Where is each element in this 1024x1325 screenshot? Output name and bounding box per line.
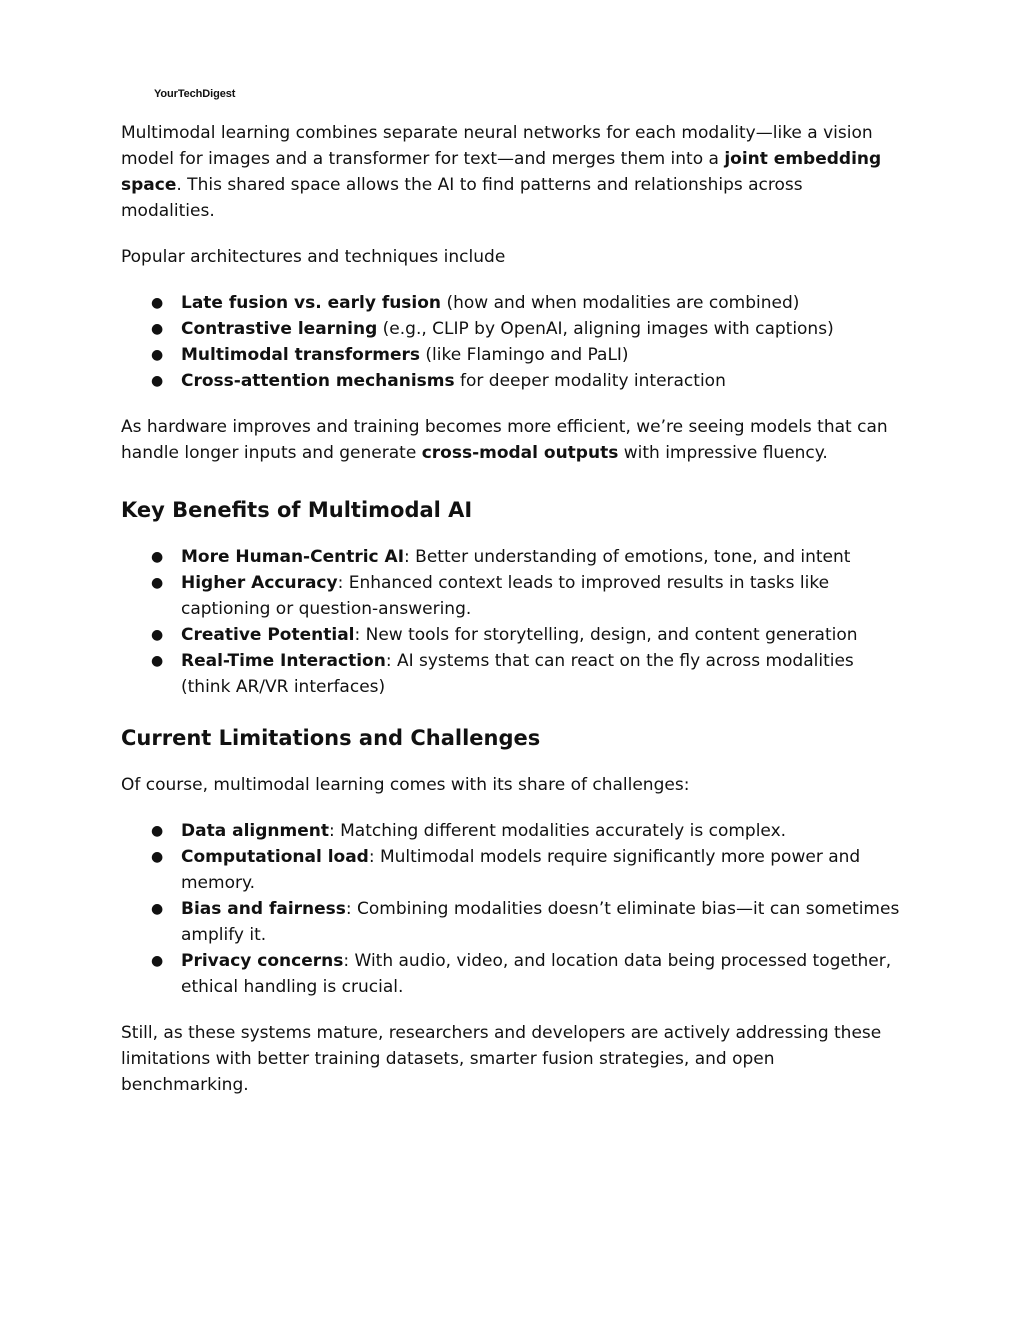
list-item-text: (how and when modalities are combined) [441,293,800,313]
list-item-term: Creative Potential [181,625,355,645]
list-item [121,368,901,394]
list-item-text: : AI systems that can react on the fly across modalities (think AR/VR interfaces) [181,651,854,697]
list-item-term: Real-Time Interaction [181,651,386,671]
list-item [121,570,901,622]
challenges-list [121,818,901,1000]
limitations-intro: Of course, multimodal learning comes with its share of challenges: [121,775,690,795]
article-body [121,120,901,1098]
list-item [121,544,901,570]
benefits-heading: Key Benefits of Multimodal AI [121,498,473,522]
bullet-icon: ● [151,627,164,643]
list-item-text: for deeper modality interaction [454,371,726,391]
bullet-icon: ● [151,653,164,669]
list-item [121,290,901,316]
popular-paragraph: Popular architectures and techniques include [121,247,506,267]
list-item [121,896,901,948]
list-item-term: Data alignment [181,821,329,841]
bullet-icon: ● [151,575,164,591]
list-item-text: : Better understanding of emotions, tone, and intent [404,547,851,567]
list-item-term: Privacy concerns [181,951,344,971]
list-item-text: : New tools for storytelling, design, and content generation [354,625,858,645]
list-item-text: : Matching different modalities accurately is complex. [328,821,787,841]
list-item [121,818,901,844]
list-item-term: Multimodal transformers [181,345,420,365]
bullet-icon: ● [151,373,164,389]
bullet-icon: ● [151,549,164,565]
list-item-text: : With audio, video, and location data being processed together, ethical handling is crucial. [181,951,892,997]
list-item [121,622,901,648]
list-item [121,342,901,368]
list-item [121,316,901,342]
list-item [121,844,901,896]
bullet-icon: ● [151,901,164,917]
limitations-heading: Current Limitations and Challenges [121,726,541,750]
list-item-text: : Enhanced context leads to improved results in tasks like captioning or question-answering. [181,573,830,619]
intro-text-continued: . This shared space allows the AI to find patterns and relationships across modalities. [121,175,803,221]
list-item-term: More Human-Centric AI [181,547,405,567]
bullet-icon: ● [151,347,164,363]
list-item [121,948,901,1000]
list-item-text: (e.g., CLIP by OpenAI, aligning images with captions) [377,319,834,339]
bullet-icon: ● [151,823,164,839]
list-item-term: Computational load [181,847,369,867]
hardware-bold-term: cross-modal outputs [421,443,619,463]
list-item-text: (like Flamingo and PaLI) [420,345,629,365]
list-item [121,648,901,700]
list-item-term: Bias and fairness [181,899,346,919]
list-item-text: : Combining modalities doesn’t eliminate bias—it can sometimes amplify it. [181,899,900,945]
bullet-icon: ● [151,953,164,969]
logo: YourTechDigest [154,88,236,100]
intro-text: Multimodal learning combines separate neural networks for each modality—like a vision model for images and a transformer for text—and merges them into a [121,123,873,169]
benefits-list [121,544,901,700]
architectures-list [121,290,901,394]
hardware-text: As hardware improves and training becomes more efficient, we’re seeing models that can handle longer inputs and generate [121,417,888,463]
list-item-term: Higher Accuracy [181,573,338,593]
list-item-term: Contrastive learning [181,319,378,339]
list-item-text: : Multimodal models require significantly more power and memory. [181,847,861,893]
bullet-icon: ● [151,295,164,311]
bullet-icon: ● [151,321,164,337]
hardware-text-continued: with impressive fluency. [618,443,828,463]
bullet-icon: ● [151,849,164,865]
intro-bold-term: joint embedding space [121,149,882,195]
intro-paragraph [121,120,901,224]
hardware-paragraph [121,414,901,466]
list-item-term: Cross-attention mechanisms [181,371,455,391]
closing-paragraph: Still, as these systems mature, researchers and developers are actively addressing these limitations with better training datasets, smarter fusion strategies, and open benchmarking. [121,1023,882,1095]
list-item-term: Late fusion vs. early fusion [181,293,442,313]
